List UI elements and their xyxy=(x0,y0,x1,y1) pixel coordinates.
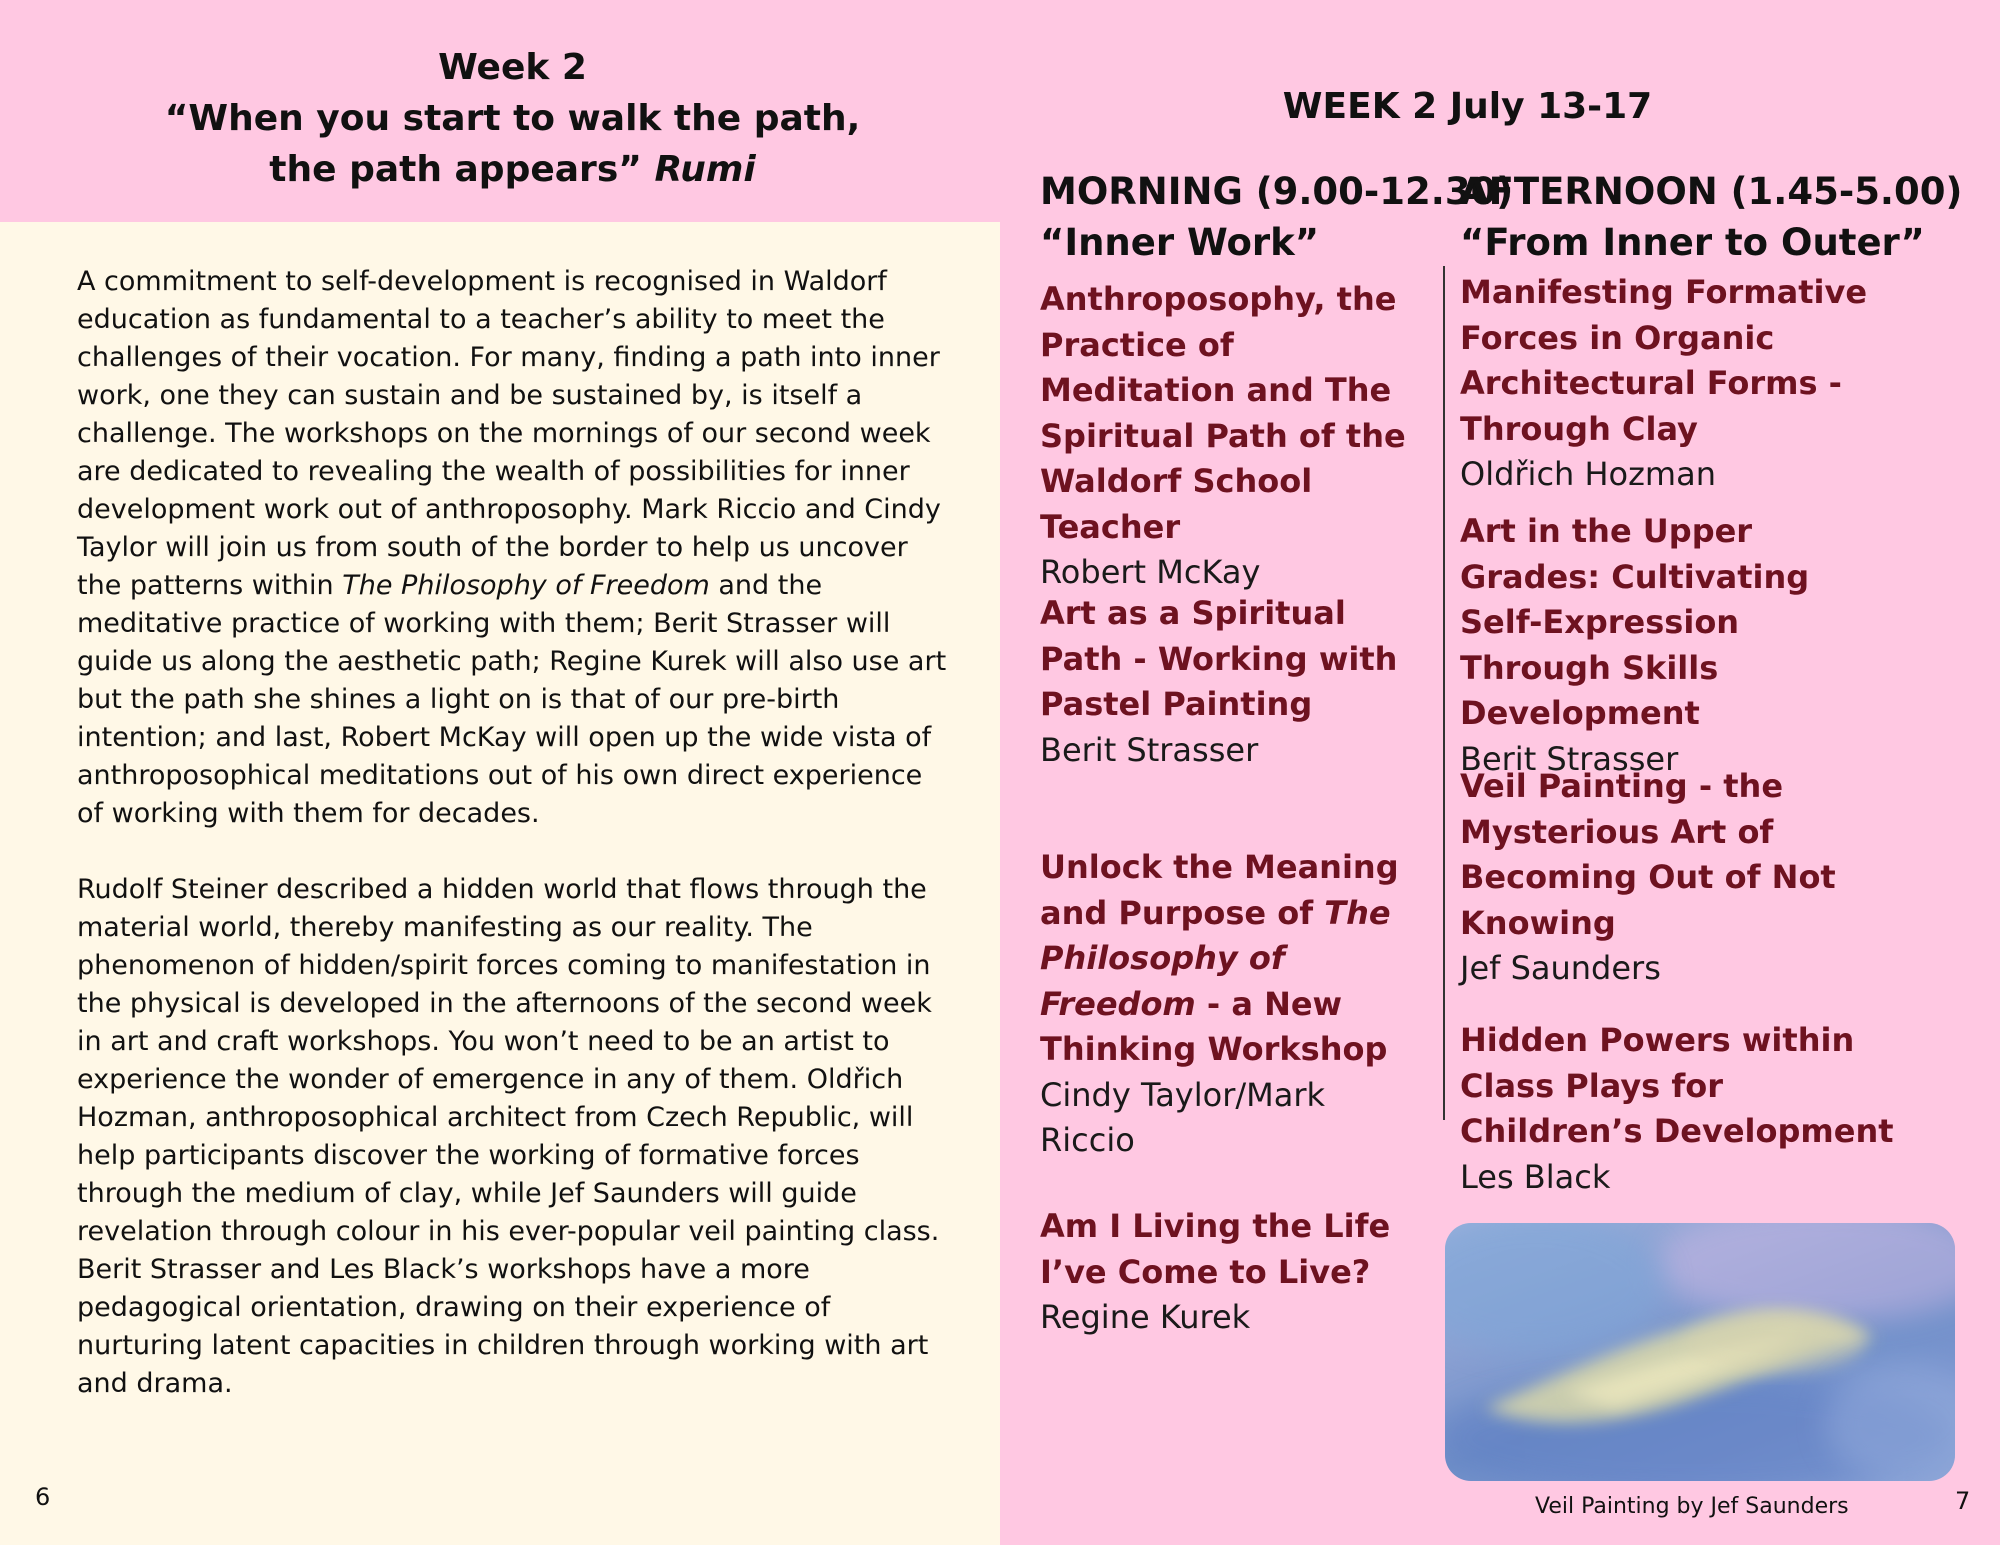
session-title-a: Unlock the Meaning and Purpose of xyxy=(1040,848,1399,932)
afternoon-session-3 xyxy=(1460,764,1880,992)
afternoon-label: AFTERNOON (1.45-5.00) xyxy=(1460,170,1963,213)
week-heading: Week 2 xyxy=(438,47,587,88)
session-title-book: The Philosophy of Freedom xyxy=(1040,893,1391,1023)
para1-text-a: A commitment to self-development is recognised in Waldorf education as fundamental to a teacher’s ability to meet the challenges of their vocation. For many, finding a path into inner work, one they can sustain and be sustained by, is itself a challenge. The workshops on the mornings of our second week are dedicated to revealing the wealth of possibilities for inner development work out of anthroposophy. Mark Riccio and Cindy Taylor will join us from south of the border to help us uncover the patterns within xyxy=(77,266,941,601)
afternoon-header xyxy=(1460,166,1962,268)
session-title xyxy=(1040,845,1435,1073)
column-divider xyxy=(1443,266,1445,1120)
week-title-block xyxy=(0,42,1025,195)
para1-text-b: and the meditative practice of working with them; Berit Strasser will guide us along the aesthetic path; Regine Kurek will also use art but the path she shines a light on is that of our pre-birth intention; and last, Robert McKay will open up the wide vista of anthroposophical meditations out of his own direct experience of working with them for decades. xyxy=(77,570,947,829)
session-leader: Cindy Taylor/Mark Riccio xyxy=(1040,1075,1326,1159)
session-title: Veil Painting - the Mysterious Art of Becoming Out of Not Knowing xyxy=(1460,767,1836,942)
session-title: Art as a Spiritual Path - Working with Pastel Painting xyxy=(1040,594,1398,723)
morning-session-3 xyxy=(1040,845,1435,1164)
session-leader: Les Black xyxy=(1460,1157,1611,1196)
schedule-heading: WEEK 2 July 13-17 xyxy=(1282,86,1653,127)
session-title: Hidden Powers within Class Plays for Children’s Development xyxy=(1460,1021,1894,1150)
page-number-left: 6 xyxy=(35,1483,51,1511)
intro-paragraph-2: Rudolf Steiner described a hidden world that flows through the material world, thereby manifesting as our reality. The phenomenon of hidden/spirit forces coming to manifestation in the physical is developed in the afternoons of the second week in art and craft workshops. You won’t need to be an artist to experience the wonder of emergence in any of them. Oldřich Hozman, anthroposophical architect from Czech Republic, will help participants discover the working of formative forces through the medium of clay, while Jef Saunders will guide revelation through colour in his ever-popular veil painting class. Berit Strasser and Les Black’s workshops have a more pedagogical orientation, drawing on their experience of nurturing latent capacities in children through working with art and drama. xyxy=(77,874,940,1399)
session-title: Anthroposophy, the Practice of Meditation and The Spiritual Path of the Waldorf School Teacher xyxy=(1040,280,1406,546)
intro-paragraph-1 xyxy=(77,263,947,833)
session-title: Manifesting Formative Forces in Organic Architectural Forms - Through Clay xyxy=(1460,273,1868,448)
session-leader: Robert McKay xyxy=(1040,553,1261,591)
session-leader: Berit Strasser xyxy=(1460,739,1679,778)
rumi-quote-line2 xyxy=(0,144,1025,195)
afternoon-theme: “From Inner to Outer” xyxy=(1460,221,1925,264)
page-number-right: 7 xyxy=(1955,1487,1971,1515)
intro-text xyxy=(77,263,947,1441)
veil-painting-image xyxy=(1445,1223,1955,1481)
morning-session-2 xyxy=(1040,591,1430,773)
morning-theme: “Inner Work” xyxy=(1040,221,1320,264)
book-title: The Philosophy of Freedom xyxy=(342,570,710,601)
rumi-quote-line1: “When you start to walk the path, xyxy=(164,98,861,139)
afternoon-session-1 xyxy=(1460,270,1880,498)
quote-author: Rumi xyxy=(654,149,756,190)
session-leader: Jef Saunders xyxy=(1460,949,1661,987)
morning-header xyxy=(1040,166,1513,268)
afternoon-session-4 xyxy=(1460,1018,1900,1200)
morning-session-1 xyxy=(1040,277,1430,596)
session-leader: Berit Strasser xyxy=(1040,730,1259,769)
session-leader: Oldřich Hozman xyxy=(1460,455,1716,493)
morning-label: MORNING (9.00-12.30) xyxy=(1040,170,1514,213)
afternoon-session-2 xyxy=(1460,509,1900,782)
rumi-quote-text: the path appears” xyxy=(269,149,642,190)
image-caption: Veil Painting by Jef Saunders xyxy=(1535,1494,1849,1519)
session-title: Art in the Upper Grades: Cultivating Self-Expression Through Skills Development xyxy=(1460,512,1810,732)
morning-session-4 xyxy=(1040,1204,1440,1341)
session-title: Am I Living the Life I’ve Come to Live? xyxy=(1040,1207,1391,1291)
session-title-b: - a New Thinking Workshop xyxy=(1040,984,1388,1068)
session-leader: Regine Kurek xyxy=(1040,1298,1251,1336)
veil-painting-art xyxy=(1445,1223,1955,1481)
